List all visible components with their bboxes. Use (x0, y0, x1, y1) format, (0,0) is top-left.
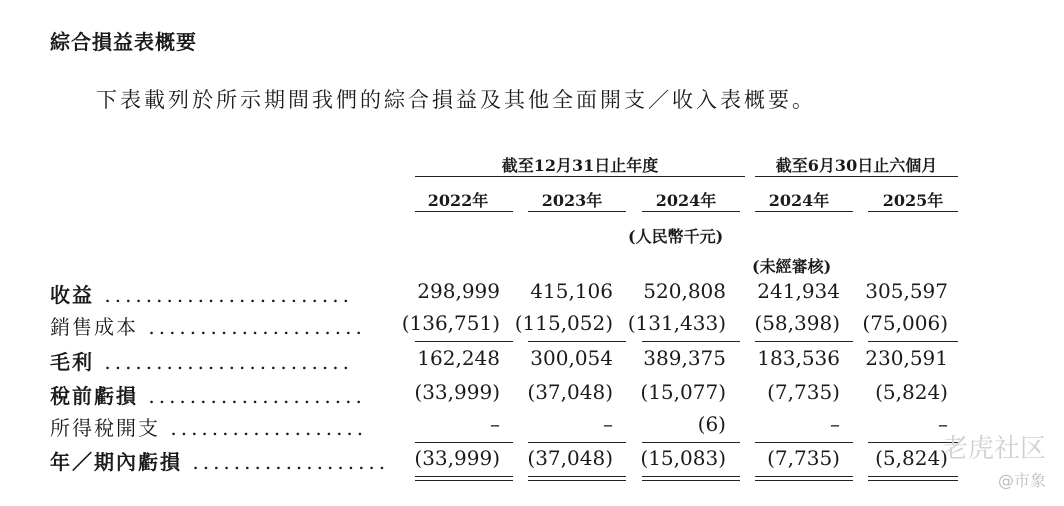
annual-period-header: 截至12月31日止年度 (501, 156, 659, 175)
dot-leader: ................... (182, 450, 390, 474)
subtotal-rule (642, 442, 740, 443)
value-cell: 305,597 (865, 279, 948, 303)
value-cell: (37,048) (527, 380, 613, 404)
value-cell: 300,054 (530, 346, 613, 370)
subtotal-rule (528, 442, 626, 443)
row-label (50, 412, 367, 441)
value-cell: 183,536 (757, 346, 840, 370)
total-double-rule (642, 480, 740, 481)
dot-leader: ..................... (138, 384, 366, 408)
year-rule (528, 211, 626, 212)
value-cell: (75,006) (862, 311, 948, 335)
value-cell: (5,824) (875, 380, 948, 404)
dot-leader: ........................ (94, 283, 353, 307)
total-double-rule (528, 480, 626, 481)
total-double-rule (415, 476, 513, 477)
row-label (50, 446, 389, 475)
year-rule (642, 211, 740, 212)
value-cell: (33,999) (414, 380, 500, 404)
subtotal-rule (528, 341, 626, 342)
value-cell: 162,248 (417, 346, 500, 370)
row-label-text: 銷售成本 (50, 315, 138, 339)
row-label-text: 年／期內虧損 (50, 450, 182, 474)
value-cell: 389,375 (643, 346, 726, 370)
value-cell: 241,934 (757, 279, 840, 303)
value-cell: 415,106 (530, 279, 613, 303)
value-cell: 298,999 (417, 279, 500, 303)
subtotal-rule (415, 442, 513, 443)
unaudited-note: (未經審核) (752, 257, 832, 276)
intro-paragraph: 下表載列於所示期間我們的綜合損益及其他全面開支／收入表概要。 (96, 88, 816, 112)
value-cell: (33,999) (414, 446, 500, 470)
subtotal-rule (868, 341, 958, 342)
currency-unit-note: (人民幣千元) (628, 227, 724, 246)
row-label (50, 380, 366, 409)
half-year-period-header: 截至6月30日止六個月 (775, 156, 938, 175)
year-header: 2024年 (768, 191, 830, 210)
value-cell: – (938, 412, 948, 436)
value-cell: (37,048) (527, 446, 613, 470)
value-cell: – (830, 412, 840, 436)
annual-header-rule (415, 176, 745, 177)
total-double-rule (868, 480, 958, 481)
subtotal-rule (415, 341, 513, 342)
year-header: 2023年 (541, 191, 603, 210)
value-cell: (7,735) (767, 446, 840, 470)
watermark-text: 老虎社区 (941, 434, 1046, 464)
value-cell: (115,052) (514, 311, 613, 335)
year-rule (868, 211, 958, 212)
year-header: 2025年 (882, 191, 944, 210)
row-label-text: 稅前虧損 (50, 384, 138, 408)
value-cell: 520,808 (643, 279, 726, 303)
year-rule (415, 211, 513, 212)
section-heading: 綜合損益表概要 (50, 30, 197, 54)
half-year-header-rule (755, 176, 958, 177)
total-double-rule (755, 476, 853, 477)
value-cell: – (490, 412, 500, 436)
subtotal-rule (755, 341, 853, 342)
dot-leader: ........................ (94, 350, 353, 374)
total-double-rule (415, 480, 513, 481)
value-cell: (136,751) (401, 311, 500, 335)
row-label-text: 收益 (50, 283, 94, 307)
row-label (50, 311, 366, 340)
total-double-rule (755, 480, 853, 481)
value-cell: – (603, 412, 613, 436)
row-label-text: 所得稅開支 (50, 416, 160, 440)
row-label (50, 279, 353, 308)
total-double-rule (528, 476, 626, 477)
value-cell: 230,591 (865, 346, 948, 370)
dot-leader: ..................... (138, 315, 366, 339)
value-cell: (6) (697, 412, 726, 436)
value-cell: (15,077) (640, 380, 726, 404)
total-double-rule (868, 476, 958, 477)
subtotal-rule (642, 341, 740, 342)
value-cell: (5,824) (875, 446, 948, 470)
dot-leader: ................... (160, 416, 368, 440)
watermark-handle: @市象 (997, 471, 1046, 490)
subtotal-rule (755, 442, 853, 443)
year-header: 2024年 (655, 191, 717, 210)
value-cell: (58,398) (754, 311, 840, 335)
value-cell: (7,735) (767, 380, 840, 404)
year-rule (755, 211, 853, 212)
row-label-text: 毛利 (50, 350, 94, 374)
value-cell: (131,433) (627, 311, 726, 335)
year-header: 2022年 (427, 191, 489, 210)
row-label (50, 346, 353, 375)
value-cell: (15,083) (640, 446, 726, 470)
total-double-rule (642, 476, 740, 477)
